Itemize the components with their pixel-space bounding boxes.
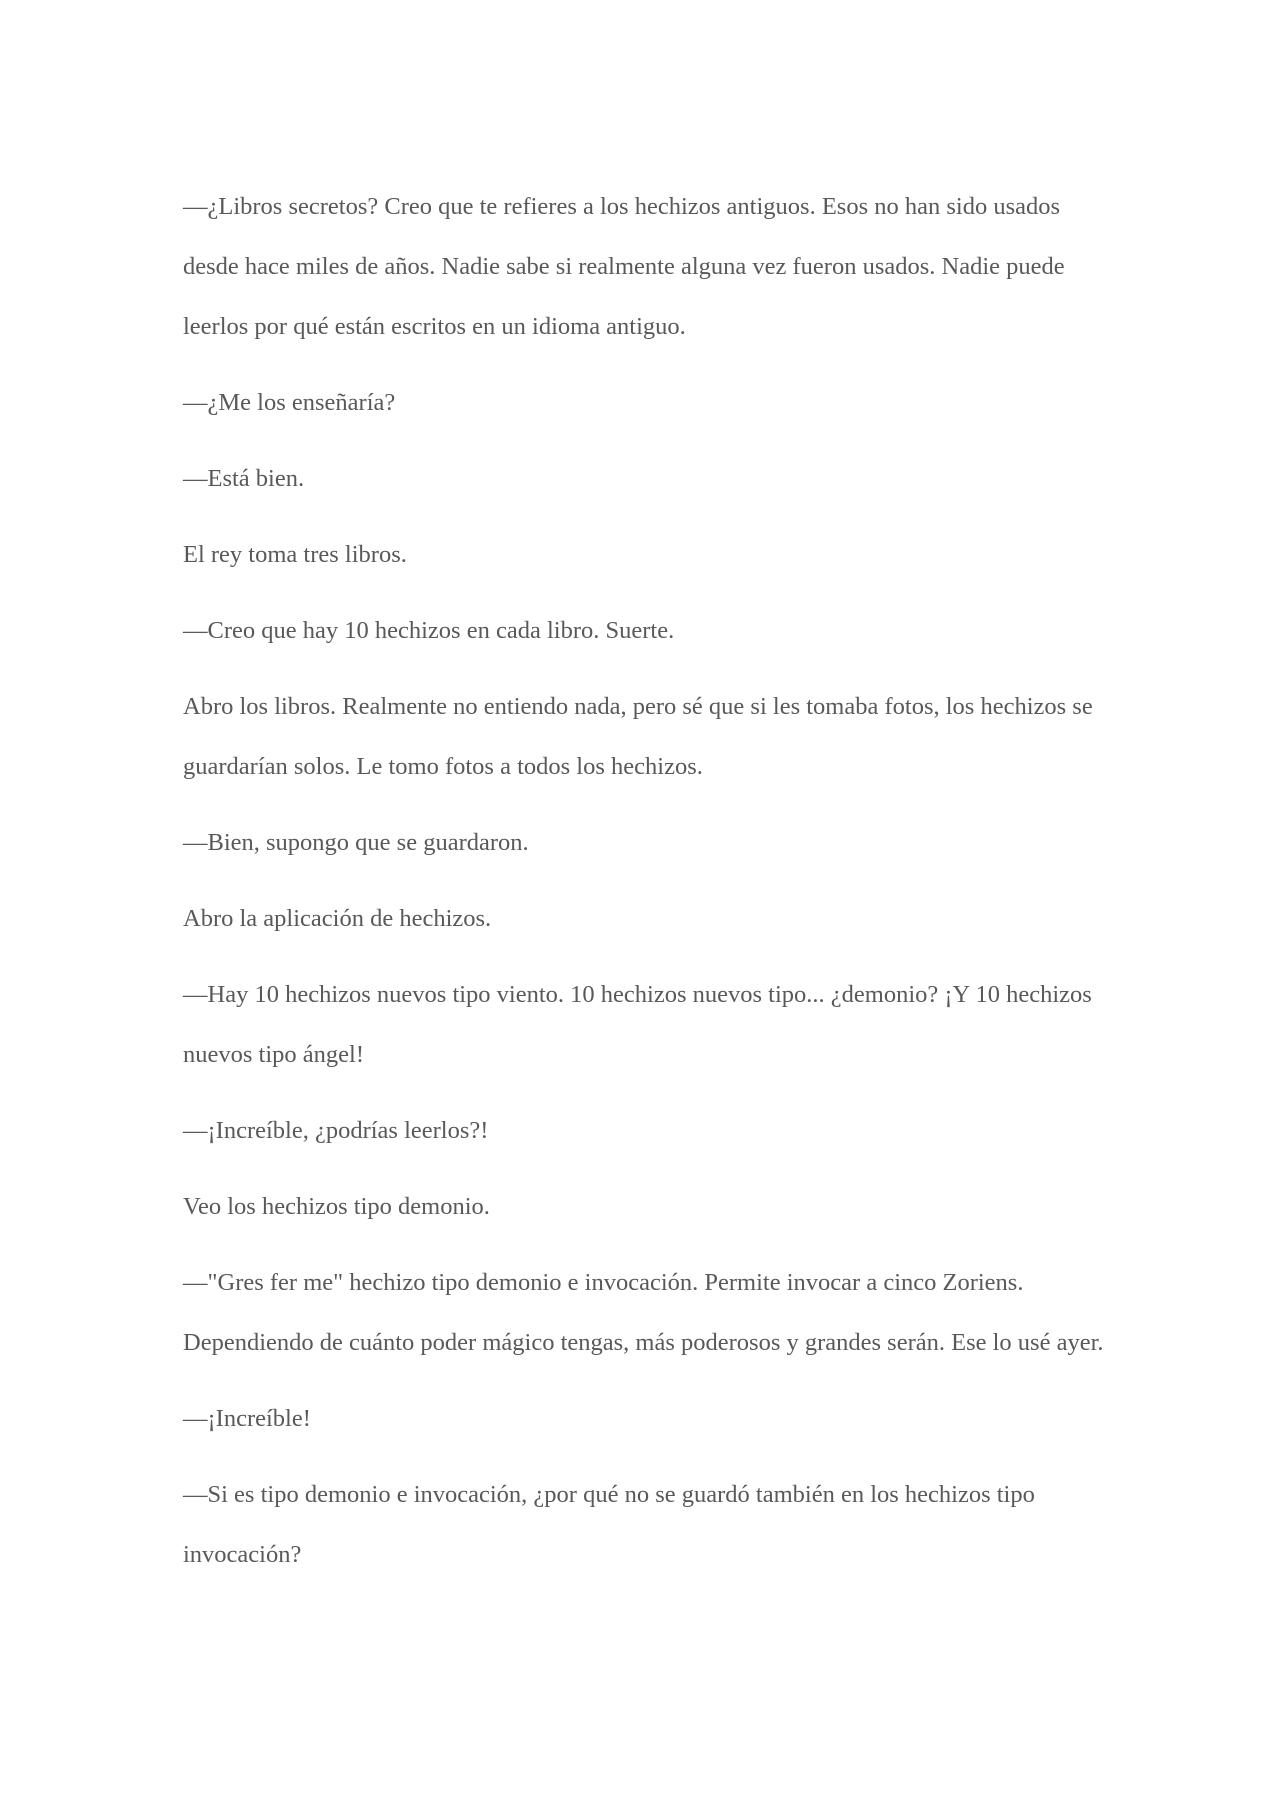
paragraph: Veo los hechizos tipo demonio. <box>183 1193 490 1220</box>
paragraph: —Si es tipo demonio e invocación, ¿por qué no se guardó también en los hechizos tipo invocación? <box>183 1481 1035 1568</box>
paragraph: —¡Increíble, ¿podrías leerlos?! <box>183 1117 489 1144</box>
paragraph: —¿Libros secretos? Creo que te refieres a los hechizos antiguos. Esos no han sido usados desde hace miles de años. Nadie sabe si realmente alguna vez fueron usados. Nadie puede leerlos por qué están escritos en un idioma antiguo. <box>183 193 1065 340</box>
paragraph: —¿Me los enseñaría? <box>183 389 396 416</box>
paragraph: Abro la aplicación de hechizos. <box>183 905 492 932</box>
paragraph: —Está bien. <box>183 465 305 492</box>
paragraph: —Hay 10 hechizos nuevos tipo viento. 10 hechizos nuevos tipo... ¿demonio? ¡Y 10 hechizos nuevos tipo ángel! <box>183 981 1092 1068</box>
paragraph: Abro los libros. Realmente no entiendo nada, pero sé que si les tomaba fotos, los hechizos se guardarían solos. Le tomo fotos a todos los hechizos. <box>183 693 1093 780</box>
paragraph: —"Gres fer me" hechizo tipo demonio e invocación. Permite invocar a cinco Zoriens. Dependiendo de cuánto poder mágico tengas, más poderosos y grandes serán. Ese lo usé ayer. <box>183 1269 1104 1356</box>
paragraph: El rey toma tres libros. <box>183 541 407 568</box>
paragraph: —Creo que hay 10 hechizos en cada libro. Suerte. <box>183 617 675 644</box>
paragraph: —Bien, supongo que se guardaron. <box>183 829 529 856</box>
document-body <box>183 177 1113 1601</box>
paragraph: —¡Increíble! <box>183 1405 311 1432</box>
